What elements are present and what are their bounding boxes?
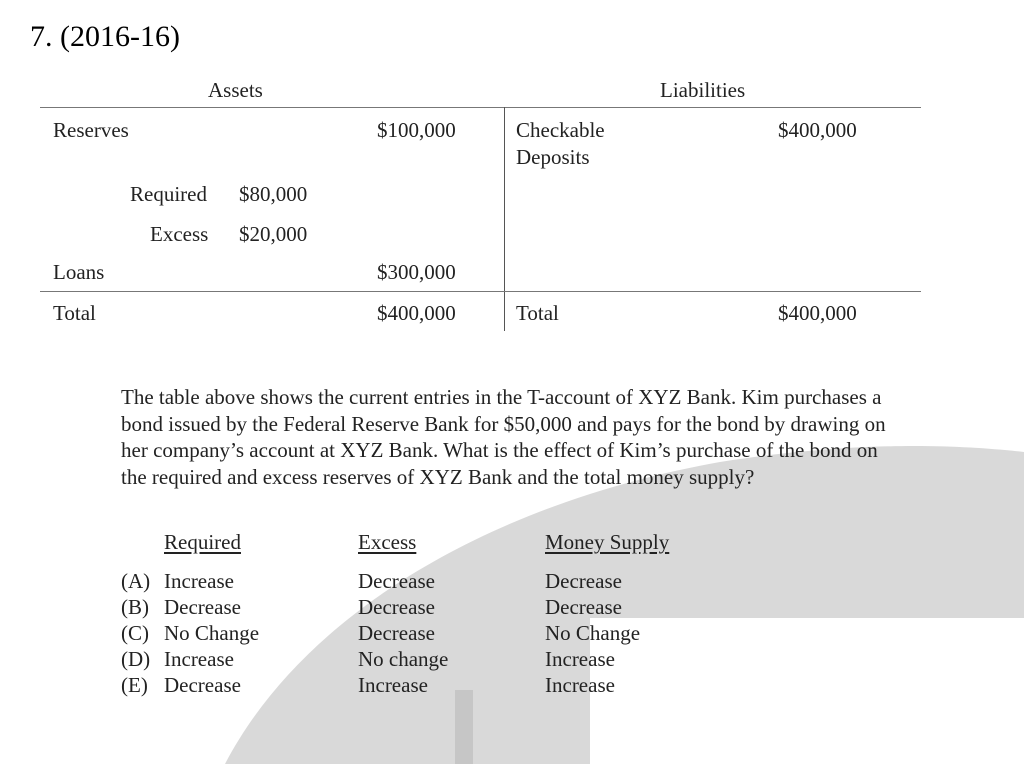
option-required: Increase	[164, 569, 234, 593]
option-excess: Decrease	[358, 595, 435, 619]
liabilities-total-value: $400,000	[778, 301, 857, 325]
checkable-value: $400,000	[778, 118, 857, 142]
assets-total-value: $400,000	[377, 301, 456, 325]
option-excess: Increase	[358, 673, 428, 697]
option-required: No Change	[164, 621, 260, 645]
option-letter: (D)	[121, 647, 151, 671]
option-letter: (E)	[121, 673, 148, 697]
option-money-supply: Decrease	[545, 595, 622, 619]
column-header-required: Required	[164, 530, 241, 554]
option-money-supply: Increase	[545, 673, 615, 697]
assets-total-label: Total	[53, 301, 96, 325]
reserves-value: $100,000	[377, 118, 456, 142]
table-top-rule	[40, 107, 921, 108]
question-text: The table above shows the current entries in the T-account of XYZ Bank. Kim purchases a bond issued by the Federal Reserve Bank for $50,000 and pays for the bond by drawing on her company’s account at XYZ Bank. What is the effect of Kim’s purchase of the bond on the required and excess reserves of XYZ Bank and the total money supply?	[121, 385, 886, 489]
option-money-supply: No Change	[545, 621, 641, 645]
option-excess: Decrease	[358, 621, 435, 645]
table-center-rule	[504, 107, 505, 331]
loans-value: $300,000	[377, 260, 456, 284]
option-required: Increase	[164, 647, 234, 671]
liabilities-total-label: Total	[516, 301, 559, 325]
loans-label: Loans	[53, 260, 105, 284]
liabilities-header: Liabilities	[660, 78, 746, 102]
option-money-supply: Increase	[545, 647, 615, 671]
option-letter: (A)	[121, 569, 151, 593]
option-required: Decrease	[164, 673, 241, 697]
checkable-label-line2: Deposits	[516, 145, 590, 169]
required-value: $80,000	[239, 182, 308, 206]
excess-label: Excess	[150, 222, 209, 246]
question-number: 7. (2016-16)	[30, 20, 180, 53]
option-required: Decrease	[164, 595, 241, 619]
option-excess: No change	[358, 647, 449, 671]
option-excess: Decrease	[358, 569, 435, 593]
option-letter: (C)	[121, 621, 149, 645]
checkable-label-line1: Checkable	[516, 118, 605, 142]
option-letter: (B)	[121, 595, 149, 619]
assets-header: Assets	[208, 78, 263, 102]
option-money-supply: Decrease	[545, 569, 622, 593]
excess-value: $20,000	[239, 222, 308, 246]
required-label: Required	[130, 182, 207, 206]
table-total-rule	[40, 291, 921, 292]
reserves-label: Reserves	[53, 118, 129, 142]
column-header-excess: Excess	[358, 530, 417, 554]
column-header-money-supply: Money Supply	[545, 530, 670, 554]
